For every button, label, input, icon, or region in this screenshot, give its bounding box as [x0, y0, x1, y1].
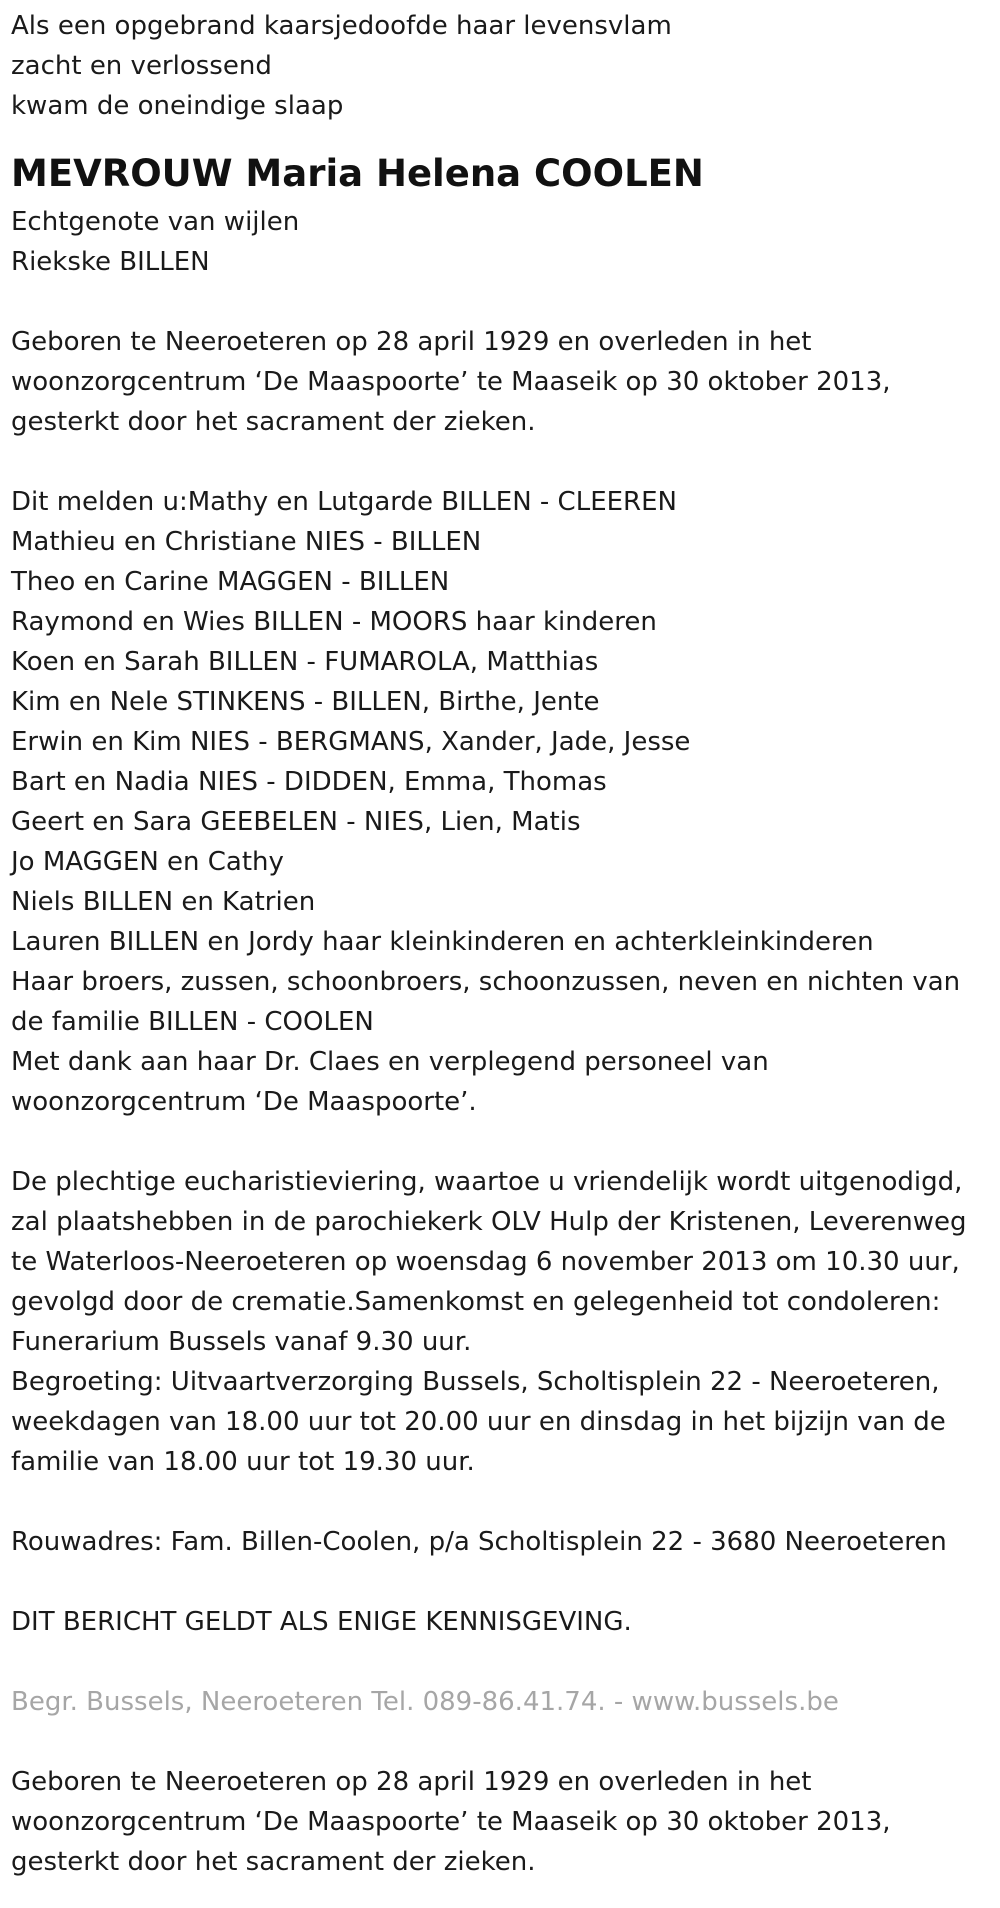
family-line: Met dank aan haar Dr. Claes en verplegend personeel van — [11, 1047, 769, 1077]
birth-line-2: woonzorgcentrum ‘De Maaspoorte’ te Maaseik op 30 oktober 2013, — [11, 367, 891, 397]
spacer — [11, 1122, 996, 1162]
ceremony-line: familie van 18.00 uur tot 19.30 uur. — [11, 1447, 475, 1477]
birth-repeat-line-1: Geboren te Neeroeteren op 28 april 1929 en overleden in het — [11, 1767, 812, 1797]
poem-section — [11, 6, 996, 126]
family-line: Jo MAGGEN en Cathy — [11, 847, 284, 877]
family-line: Erwin en Kim NIES - BERGMANS, Xander, Jade, Jesse — [11, 727, 691, 757]
poem-line-1: Als een opgebrand kaarsjedoofde haar levensvlam — [11, 11, 672, 41]
family-section — [11, 482, 996, 1122]
spacer — [11, 282, 996, 322]
spouse-line-1: Echtgenote van wijlen — [11, 207, 300, 237]
ceremony-line: zal plaatshebben in de parochiekerk OLV Hulp der Kristenen, Leverenweg — [11, 1207, 967, 1237]
family-line: Haar broers, zussen, schoonbroers, schoonzussen, neven en nichten van — [11, 967, 961, 997]
birth-line-1: Geboren te Neeroeteren op 28 april 1929 en overleden in het — [11, 327, 812, 357]
birth-death-section — [11, 322, 996, 442]
ceremony-line: te Waterloos-Neeroeteren op woensdag 6 november 2013 om 10.30 uur, — [11, 1247, 960, 1277]
spacer — [11, 442, 996, 482]
ceremony-line: gevolgd door de crematie.Samenkomst en gelegenheid tot condoleren: — [11, 1287, 941, 1317]
funeral-director-footer: Begr. Bussels, Neeroeteren Tel. 089-86.41.74. - www.bussels.be — [11, 1687, 839, 1717]
family-line: Dit melden u:Mathy en Lutgarde BILLEN - CLEEREN — [11, 487, 677, 517]
poem-line-2: zacht en verlossend — [11, 51, 272, 81]
spouse-section — [11, 202, 996, 282]
mourning-address: Rouwadres: Fam. Billen-Coolen, p/a Scholtisplein 22 - 3680 Neeroeteren — [11, 1527, 947, 1557]
family-line: Geert en Sara GEEBELEN - NIES, Lien, Matis — [11, 807, 581, 837]
ceremony-line: Funerarium Bussels vanaf 9.30 uur. — [11, 1327, 472, 1357]
deceased-name-title: MEVROUW Maria Helena COOLEN — [11, 152, 704, 195]
family-line: de familie BILLEN - COOLEN — [11, 1007, 374, 1037]
family-line: Niels BILLEN en Katrien — [11, 887, 316, 917]
spacer — [11, 1642, 996, 1682]
ceremony-section — [11, 1162, 996, 1482]
family-line: Koen en Sarah BILLEN - FUMAROLA, Matthias — [11, 647, 599, 677]
birth-repeat-line-2: woonzorgcentrum ‘De Maaspoorte’ te Maaseik op 30 oktober 2013, — [11, 1807, 891, 1837]
spacer — [11, 1722, 996, 1762]
family-line: Mathieu en Christiane NIES - BILLEN — [11, 527, 482, 557]
obituary-document — [11, 6, 996, 1882]
family-line: Lauren BILLEN en Jordy haar kleinkinderen en achterkleinkinderen — [11, 927, 874, 957]
ceremony-line: Begroeting: Uitvaartverzorging Bussels, Scholtisplein 22 - Neeroeteren, — [11, 1367, 940, 1397]
spacer — [11, 1562, 996, 1602]
notice-text: DIT BERICHT GELDT ALS ENIGE KENNISGEVING. — [11, 1607, 632, 1637]
spouse-line-2: Riekske BILLEN — [11, 247, 210, 277]
birth-line-3: gesterkt door het sacrament der zieken. — [11, 407, 536, 437]
family-line: Kim en Nele STINKENS - BILLEN, Birthe, Jente — [11, 687, 600, 717]
birth-death-section-repeat — [11, 1762, 996, 1882]
ceremony-line: weekdagen van 18.00 uur tot 20.00 uur en dinsdag in het bijzijn van de — [11, 1407, 946, 1437]
birth-repeat-line-3: gesterkt door het sacrament der zieken. — [11, 1847, 536, 1877]
ceremony-line: De plechtige eucharistieviering, waartoe u vriendelijk wordt uitgenodigd, — [11, 1167, 963, 1197]
family-line: woonzorgcentrum ‘De Maaspoorte’. — [11, 1087, 477, 1117]
family-line: Raymond en Wies BILLEN - MOORS haar kinderen — [11, 607, 657, 637]
poem-line-3: kwam de oneindige slaap — [11, 91, 344, 121]
family-line: Bart en Nadia NIES - DIDDEN, Emma, Thomas — [11, 767, 607, 797]
spacer — [11, 1482, 996, 1522]
family-line: Theo en Carine MAGGEN - BILLEN — [11, 567, 450, 597]
